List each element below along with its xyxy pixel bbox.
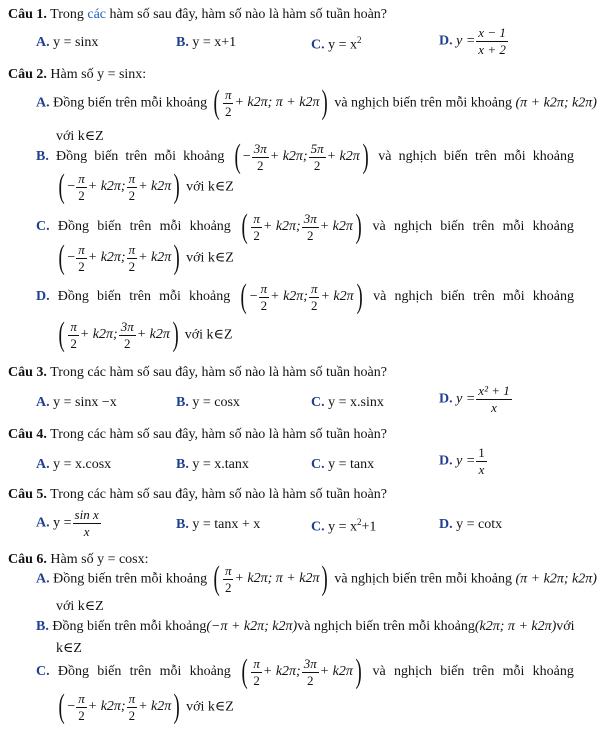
q2-option-a-cont: với k∈Z: [56, 129, 104, 144]
q2-option-a[interactable]: A. Đồng biến trên mỗi khoảng ( $\frac{\pi}{2}$ + k2π; π + k2π ) và nghịch biến trên mỗi khoảng (π + k2π; k2π): [36, 84, 597, 121]
question-number: Câu 1.: [8, 7, 47, 22]
q2-option-b[interactable]: B. Đồng biến trên mỗi khoảng ( − $\frac{3\pi}{2}$ + k2π; $\frac{5\pi}{2}$ + k2π ) và nghịch biến trên mỗi khoảng: [36, 138, 574, 175]
q6-option-a[interactable]: A. Đồng biến trên mỗi khoảng ( $\frac{\pi}{2}$ + k2π; π + k2π ) và nghịch biến trên mỗi khoảng (π + k2π; k2π): [36, 560, 597, 597]
q2-option-d-cont: ( $\frac{\pi}{2}$ + k2π; $\frac{3\pi}{2}$ + k2π ) với k∈Z: [56, 320, 232, 351]
interval: ( $\frac{\pi}{2}$ + k2π; $\frac{3\pi}{2}$ + k2π ): [58, 316, 179, 353]
question-1-stem: Câu 1. Trong các hàm số sau đây, hàm số nào là hàm số tuần hoàn?: [8, 7, 388, 22]
q5-option-c[interactable]: C. $y = x^2+1$: [311, 517, 377, 535]
question-3-stem: Câu 3. Trong các hàm số sau đây, hàm số nào là hàm số tuần hoàn?: [8, 365, 387, 380]
interval: ( $\frac{\pi}{2}$ + k2π; π + k2π ): [213, 84, 329, 121]
q1-option-b[interactable]: B. y = x+1: [176, 35, 237, 50]
interval: ( − $\frac{\pi}{2}$ + k2π; $\frac{\pi}{2}$ + k2π ): [240, 278, 363, 315]
q3-option-b[interactable]: B. y = cosx: [176, 395, 240, 410]
q5-option-d[interactable]: D. y = cotx: [439, 517, 503, 532]
q6-option-c[interactable]: C. Đồng biến trên mỗi khoảng ( $\frac{\pi}{2}$ + k2π; $\frac{3\pi}{2}$ + k2π ) và nghịch biến trên mỗi khoảng: [36, 653, 574, 690]
q4-option-d[interactable]: D. y = $\frac{1}{x}$: [439, 445, 485, 477]
interval: ( $\frac{\pi}{2}$ + k2π; $\frac{3\pi}{2}$ + k2π ): [241, 653, 362, 690]
q2-option-b-cont: ( − $\frac{\pi}{2}$ + k2π; $\frac{\pi}{2}$ + k2π ) với k∈Z: [56, 172, 234, 203]
q2-option-c[interactable]: C. Đồng biến trên mỗi khoảng ( $\frac{\pi}{2}$ + k2π; $\frac{3\pi}{2}$ + k2π ) và nghịch biến trên mỗi khoảng: [36, 208, 574, 245]
q5-option-b[interactable]: B. y = tanx + x: [176, 517, 261, 532]
fraction: $\frac{1}{x}$: [478, 445, 485, 477]
q2-option-c-cont: ( − $\frac{\pi}{2}$ + k2π; $\frac{\pi}{2}$ + k2π ) với k∈Z: [56, 243, 234, 274]
q4-option-c[interactable]: C. y = tanx: [311, 457, 375, 472]
q6-option-b-cont: k∈Z: [56, 641, 82, 656]
interval: ( − $\frac{3\pi}{2}$ + k2π; $\frac{5\pi}{2}$ + k2π ): [234, 138, 369, 175]
fraction: $\frac{\text{sin x}}{x}$: [74, 507, 99, 539]
q1-option-d[interactable]: D. y = $\frac{x - 1}{x + 2}$: [439, 25, 506, 57]
q1-option-a[interactable]: A. y = sinx: [36, 35, 99, 50]
q6-option-c-cont: ( − $\frac{\pi}{2}$ + k2π; $\frac{\pi}{2}$ + k2π ) với k∈Z: [56, 692, 234, 723]
question-2-stem: Câu 2. Hàm số y = sinx:: [8, 67, 147, 82]
q3-option-d[interactable]: D. y = $\frac{\text{x² + 1}}{x}$: [439, 383, 510, 415]
fraction: $\frac{x - 1}{x + 2}$: [478, 25, 506, 57]
interval: ( − $\frac{\pi}{2}$ + k2π; $\frac{\pi}{2}$ + k2π ): [58, 239, 181, 276]
q1-option-c[interactable]: C. $y = x^2$: [311, 35, 362, 53]
question-4-stem: Câu 4. Trong các hàm số sau đây, hàm số nào là hàm số tuần hoàn?: [8, 427, 387, 442]
q4-option-b[interactable]: B. y = x.tanx: [176, 457, 249, 472]
interval: ( − $\frac{\pi}{2}$ + k2π; $\frac{\pi}{2}$ + k2π ): [58, 688, 181, 725]
fraction: $\frac{\text{x² + 1}}{x}$: [478, 383, 510, 415]
question-5-stem: Câu 5. Trong các hàm số sau đây, hàm số nào là hàm số tuần hoàn?: [8, 487, 387, 502]
q5-option-a[interactable]: A. y = $\frac{\text{sin x}}{x}$: [36, 507, 99, 539]
q6-option-b[interactable]: B. Đồng biến trên mỗi khoảng (−π + k2π; k2π) và nghịch biến trên mỗi khoảng (k2π; π + k2π) với: [36, 619, 575, 634]
interval: ( $\frac{\pi}{2}$ + k2π; $\frac{3\pi}{2}$ + k2π ): [241, 208, 362, 245]
question-6-stem: Câu 6. Hàm số y = cosx:: [8, 552, 149, 567]
q2-option-d[interactable]: D. Đồng biến trên mỗi khoảng ( − $\frac{\pi}{2}$ + k2π; $\frac{\pi}{2}$ + k2π ) và nghịch biến trên mỗi khoảng: [36, 278, 574, 315]
interval: ( − $\frac{\pi}{2}$ + k2π; $\frac{\pi}{2}$ + k2π ): [58, 168, 181, 205]
q3-option-a[interactable]: A. y = sinx −x: [36, 395, 117, 410]
q3-option-c[interactable]: C. y = x.sinx: [311, 395, 384, 410]
interval: ( $\frac{\pi}{2}$ + k2π; π + k2π ): [213, 560, 329, 597]
q6-option-a-cont: với k∈Z: [56, 599, 104, 614]
q4-option-a[interactable]: A. y = x.cosx: [36, 457, 112, 472]
